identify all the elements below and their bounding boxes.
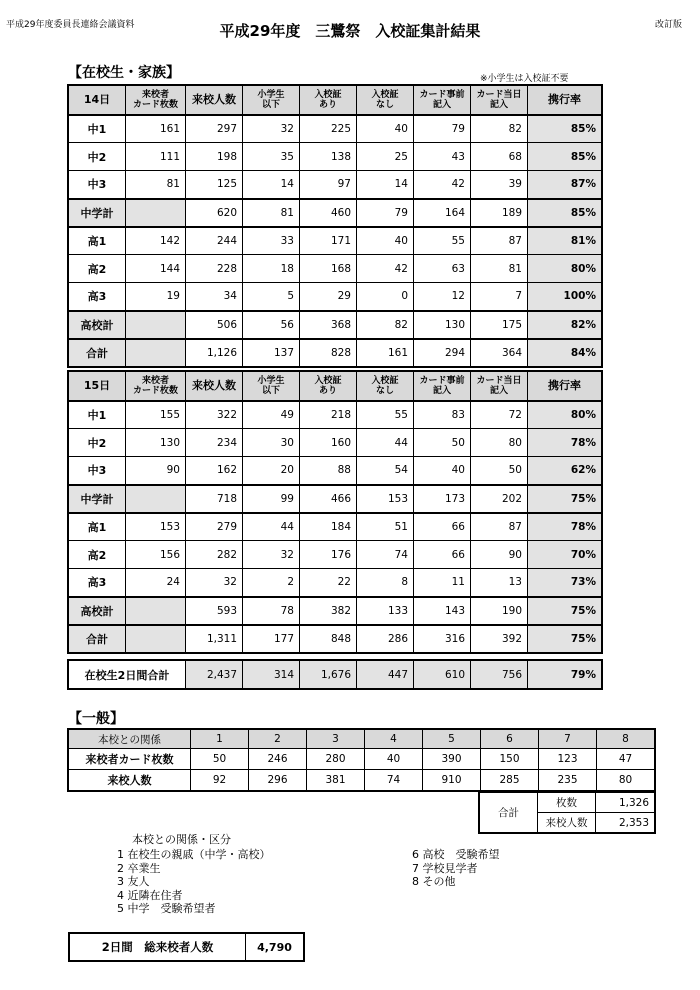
table-cell: 718 — [186, 485, 243, 513]
row-label: 中2 — [69, 143, 126, 171]
rate-cell: 87% — [528, 171, 602, 199]
revision-label: 改訂版 — [654, 20, 682, 30]
column-header: カード事前 記入 — [414, 372, 471, 401]
table-cell: 63 — [414, 255, 471, 283]
table-cell: 162 — [186, 457, 243, 485]
table-cell: 81 — [126, 171, 186, 199]
table-cell: 175 — [471, 311, 528, 339]
column-header: 来校者 カード枚数 — [126, 372, 186, 401]
table-cell: 42 — [357, 255, 414, 283]
table-cell: 218 — [300, 401, 357, 429]
table-cell — [126, 339, 186, 367]
legend-item: 4 近隣在住者 — [117, 888, 183, 902]
column-header: 携行率 — [528, 372, 602, 401]
row-label: 中1 — [69, 115, 126, 143]
table-cell: 381 — [307, 770, 365, 791]
table-row — [69, 227, 602, 255]
row-label: 高1 — [69, 227, 126, 255]
row-label: 高3 — [69, 283, 126, 311]
table-cell: 5 — [243, 283, 300, 311]
row-label: 高校計 — [69, 311, 126, 339]
table-cell: 80 — [597, 770, 655, 791]
row-label: 中学計 — [69, 485, 126, 513]
category-header: 5 — [423, 730, 481, 749]
table-cell: 40 — [365, 749, 423, 770]
column-header: 携行率 — [528, 86, 602, 115]
table-cell — [126, 199, 186, 227]
table-cell: 82 — [357, 311, 414, 339]
column-header: 入校証 なし — [357, 372, 414, 401]
table-cell: 447 — [357, 661, 414, 689]
table-cell: 246 — [249, 749, 307, 770]
table-row — [69, 401, 602, 429]
table-cell: 244 — [186, 227, 243, 255]
table-cell: 235 — [539, 770, 597, 791]
table-cell: 49 — [243, 401, 300, 429]
table-cell: 18 — [243, 255, 300, 283]
table-cell: 32 — [243, 115, 300, 143]
table-cell: 123 — [539, 749, 597, 770]
row-label: 中1 — [69, 401, 126, 429]
table-cell — [126, 625, 186, 653]
table-cell: 32 — [243, 541, 300, 569]
table-cell: 322 — [186, 401, 243, 429]
day-label: 15日 — [69, 372, 126, 401]
table-cell: 189 — [471, 199, 528, 227]
table-row — [69, 513, 602, 541]
summary-label: 合計 — [480, 793, 538, 833]
column-header: 小学生 以下 — [243, 86, 300, 115]
row-label: 高3 — [69, 569, 126, 597]
table-cell: 13 — [471, 569, 528, 597]
table-cell: 44 — [243, 513, 300, 541]
row-label: 中2 — [69, 429, 126, 457]
table-cell: 286 — [357, 625, 414, 653]
category-header: 6 — [481, 730, 539, 749]
table-row — [69, 569, 602, 597]
table-cell: 97 — [300, 171, 357, 199]
category-header: 1 — [191, 730, 249, 749]
rate-cell: 85% — [528, 143, 602, 171]
table-cell: 25 — [357, 143, 414, 171]
rate-cell: 78% — [528, 429, 602, 457]
table-cell: 87 — [471, 227, 528, 255]
table-cell: 168 — [300, 255, 357, 283]
table-cell: 20 — [243, 457, 300, 485]
category-header: 2 — [249, 730, 307, 749]
general-summary-table — [479, 792, 655, 833]
table-row — [69, 199, 602, 227]
table-cell: 74 — [357, 541, 414, 569]
table-cell: 79 — [357, 199, 414, 227]
table-cell: 138 — [300, 143, 357, 171]
table-row — [69, 625, 602, 653]
table-row — [69, 541, 602, 569]
table-cell: 285 — [481, 770, 539, 791]
table-cell: 620 — [186, 199, 243, 227]
column-header: 入校証 あり — [300, 372, 357, 401]
table-cell: 155 — [126, 401, 186, 429]
table-cell: 82 — [471, 115, 528, 143]
row-label: 合計 — [69, 339, 126, 367]
column-header: 小学生 以下 — [243, 372, 300, 401]
table-cell: 44 — [357, 429, 414, 457]
table-row — [69, 457, 602, 485]
table-cell: 173 — [414, 485, 471, 513]
category-header: 8 — [597, 730, 655, 749]
table-cell: 1,676 — [300, 661, 357, 689]
rate-cell: 85% — [528, 115, 602, 143]
table-cell: 593 — [186, 597, 243, 625]
table-cell: 50 — [471, 457, 528, 485]
row-label: 来校人数 — [69, 770, 191, 791]
general-table — [68, 729, 655, 791]
table-cell: 39 — [471, 171, 528, 199]
grand-total-box — [68, 932, 305, 962]
table-row — [480, 793, 655, 813]
table-cell: 42 — [414, 171, 471, 199]
rate-cell: 100% — [528, 283, 602, 311]
table-cell: 392 — [471, 625, 528, 653]
table-cell: 161 — [126, 115, 186, 143]
grand-total-value: 4,790 — [257, 940, 292, 954]
legend-item: 5 中学 受験希望者 — [117, 902, 216, 915]
table-cell: 47 — [597, 749, 655, 770]
table-cell: 92 — [191, 770, 249, 791]
table-cell: 111 — [126, 143, 186, 171]
rate-cell: 79% — [528, 661, 602, 689]
table-row — [69, 255, 602, 283]
table-cell: 88 — [300, 457, 357, 485]
table-cell: 0 — [357, 283, 414, 311]
column-header: 来校人数 — [186, 372, 243, 401]
row-label: 中3 — [69, 457, 126, 485]
rate-cell: 85% — [528, 199, 602, 227]
rate-cell: 62% — [528, 457, 602, 485]
column-header: カード事前 記入 — [414, 86, 471, 115]
table-cell: 382 — [300, 597, 357, 625]
table-cell: 297 — [186, 115, 243, 143]
table-row — [69, 485, 602, 513]
table-cell: 7 — [471, 283, 528, 311]
table-cell: 143 — [414, 597, 471, 625]
rate-cell: 70% — [528, 541, 602, 569]
column-header: 来校人数 — [186, 86, 243, 115]
table-cell: 828 — [300, 339, 357, 367]
table-cell: 137 — [243, 339, 300, 367]
table-cell: 316 — [414, 625, 471, 653]
row-label: 中3 — [69, 171, 126, 199]
table-cell: 756 — [471, 661, 528, 689]
table-cell: 368 — [300, 311, 357, 339]
table-cell: 133 — [357, 597, 414, 625]
table-cell: 87 — [471, 513, 528, 541]
table-cell: 22 — [300, 569, 357, 597]
table-cell: 33 — [243, 227, 300, 255]
table-row — [69, 661, 602, 689]
day-label: 14日 — [69, 86, 126, 115]
table-cell: 282 — [186, 541, 243, 569]
table-row — [69, 770, 655, 791]
table-cell: 1,311 — [186, 625, 243, 653]
table-cell: 390 — [423, 749, 481, 770]
table-cell: 83 — [414, 401, 471, 429]
row-label: 高2 — [69, 541, 126, 569]
students-section-title: 【在校生・家族】 — [68, 65, 180, 81]
legend-item: 8 その他 — [412, 875, 456, 888]
grand-total-label: 2日間 総来校者人数 — [70, 934, 246, 960]
table-cell: 506 — [186, 311, 243, 339]
summary-value: 1,326 — [596, 793, 655, 813]
table-cell: 150 — [481, 749, 539, 770]
general-section-title: 【一般】 — [68, 711, 124, 727]
table-cell: 66 — [414, 541, 471, 569]
table-cell: 610 — [414, 661, 471, 689]
table-cell: 225 — [300, 115, 357, 143]
rate-cell: 80% — [528, 401, 602, 429]
table-cell: 171 — [300, 227, 357, 255]
table-cell: 198 — [186, 143, 243, 171]
summary-value: 2,353 — [596, 813, 655, 833]
column-header: 入校証 なし — [357, 86, 414, 115]
day15-table — [68, 371, 602, 653]
table-cell: 910 — [423, 770, 481, 791]
table-cell: 14 — [357, 171, 414, 199]
table-cell: 184 — [300, 513, 357, 541]
page-title: 平成29年度 三鷺祭 入校証集計結果 — [219, 22, 481, 40]
table-cell: 81 — [471, 255, 528, 283]
table-cell: 153 — [357, 485, 414, 513]
table-row — [69, 171, 602, 199]
table-cell: 156 — [126, 541, 186, 569]
rate-cell: 75% — [528, 597, 602, 625]
table-cell: 314 — [243, 661, 300, 689]
table-cell: 14 — [243, 171, 300, 199]
legend-item: 6 高校 受験希望 — [412, 848, 500, 861]
row-label: 合計 — [69, 625, 126, 653]
row-label: 高1 — [69, 513, 126, 541]
rate-cell: 75% — [528, 625, 602, 653]
table-cell: 460 — [300, 199, 357, 227]
table-cell: 19 — [126, 283, 186, 311]
table-cell: 40 — [357, 115, 414, 143]
summary-row-label: 来校人数 — [538, 813, 596, 833]
table-row — [69, 115, 602, 143]
table-cell: 142 — [126, 227, 186, 255]
table-cell: 50 — [414, 429, 471, 457]
table-row — [69, 283, 602, 311]
table-cell: 12 — [414, 283, 471, 311]
table-cell: 81 — [243, 199, 300, 227]
category-header: 7 — [539, 730, 597, 749]
table-cell: 90 — [126, 457, 186, 485]
table-cell: 72 — [471, 401, 528, 429]
table-cell: 466 — [300, 485, 357, 513]
table-cell: 202 — [471, 485, 528, 513]
table-cell: 364 — [471, 339, 528, 367]
column-header: 来校者 カード枚数 — [126, 86, 186, 115]
row-label: 中学計 — [69, 199, 126, 227]
table-cell: 2,437 — [186, 661, 243, 689]
table-cell: 55 — [357, 401, 414, 429]
table-cell: 34 — [186, 283, 243, 311]
row-label: 高校計 — [69, 597, 126, 625]
table-cell: 78 — [243, 597, 300, 625]
table-cell: 125 — [186, 171, 243, 199]
table-cell: 130 — [126, 429, 186, 457]
rate-cell: 81% — [528, 227, 602, 255]
table-cell: 80 — [471, 429, 528, 457]
day14-table — [68, 85, 602, 367]
elementary-note: ※小学生は入校証不要 — [480, 74, 569, 84]
table-cell: 66 — [414, 513, 471, 541]
rate-cell: 78% — [528, 513, 602, 541]
table-cell: 8 — [357, 569, 414, 597]
table-cell: 1,126 — [186, 339, 243, 367]
table-cell — [126, 485, 186, 513]
table-row — [69, 339, 602, 367]
table-cell: 130 — [414, 311, 471, 339]
table-cell: 79 — [414, 115, 471, 143]
table-cell: 164 — [414, 199, 471, 227]
category-header: 4 — [365, 730, 423, 749]
table-cell: 99 — [243, 485, 300, 513]
column-header: カード当日 記入 — [471, 372, 528, 401]
table-cell: 54 — [357, 457, 414, 485]
table-cell: 30 — [243, 429, 300, 457]
row-label: 来校者カード枚数 — [69, 749, 191, 770]
table-cell: 279 — [186, 513, 243, 541]
table-cell: 50 — [191, 749, 249, 770]
table-cell: 40 — [357, 227, 414, 255]
two-day-total-table — [68, 660, 602, 689]
table-cell: 153 — [126, 513, 186, 541]
table-cell: 296 — [249, 770, 307, 791]
table-cell: 68 — [471, 143, 528, 171]
table-cell: 35 — [243, 143, 300, 171]
meeting-note: 平成29年度委員長連絡会議資料 — [6, 20, 135, 30]
legend-title: 本校との関係・区分 — [132, 833, 231, 846]
rate-cell: 75% — [528, 485, 602, 513]
legend-item: 2 卒業生 — [117, 861, 161, 875]
column-header: 入校証 あり — [300, 86, 357, 115]
table-row — [69, 143, 602, 171]
table-cell: 161 — [357, 339, 414, 367]
legend-item: 7 学校見学者 — [412, 861, 478, 875]
table-cell: 90 — [471, 541, 528, 569]
legend-item: 1 在校生の親戚（中学・高校） — [117, 848, 271, 861]
table-cell: 55 — [414, 227, 471, 255]
table-cell: 40 — [414, 457, 471, 485]
table-cell: 74 — [365, 770, 423, 791]
legend-right — [412, 848, 500, 889]
table-cell: 848 — [300, 625, 357, 653]
table-cell: 144 — [126, 255, 186, 283]
table-row — [69, 311, 602, 339]
table-cell: 280 — [307, 749, 365, 770]
row-label: 在校生2日間合計 — [69, 661, 186, 689]
table-cell: 176 — [300, 541, 357, 569]
rate-cell: 73% — [528, 569, 602, 597]
table-cell: 11 — [414, 569, 471, 597]
table-cell: 2 — [243, 569, 300, 597]
table-cell: 294 — [414, 339, 471, 367]
legend-left — [117, 848, 271, 916]
column-header: カード当日 記入 — [471, 86, 528, 115]
table-row — [69, 749, 655, 770]
table-cell: 29 — [300, 283, 357, 311]
table-row — [69, 597, 602, 625]
summary-row-label: 枚数 — [538, 793, 596, 813]
legend-item: 3 友人 — [117, 875, 150, 888]
table-cell: 160 — [300, 429, 357, 457]
table-cell: 228 — [186, 255, 243, 283]
rate-cell: 84% — [528, 339, 602, 367]
table-cell — [126, 597, 186, 625]
row-label: 高2 — [69, 255, 126, 283]
category-header: 3 — [307, 730, 365, 749]
table-cell: 56 — [243, 311, 300, 339]
table-cell: 234 — [186, 429, 243, 457]
table-cell: 24 — [126, 569, 186, 597]
table-cell: 43 — [414, 143, 471, 171]
table-cell: 177 — [243, 625, 300, 653]
rate-cell: 82% — [528, 311, 602, 339]
table-cell: 51 — [357, 513, 414, 541]
table-cell: 32 — [186, 569, 243, 597]
table-row — [69, 429, 602, 457]
rate-cell: 80% — [528, 255, 602, 283]
general-header-label: 本校との関係 — [69, 730, 191, 749]
table-cell: 190 — [471, 597, 528, 625]
table-cell — [126, 311, 186, 339]
